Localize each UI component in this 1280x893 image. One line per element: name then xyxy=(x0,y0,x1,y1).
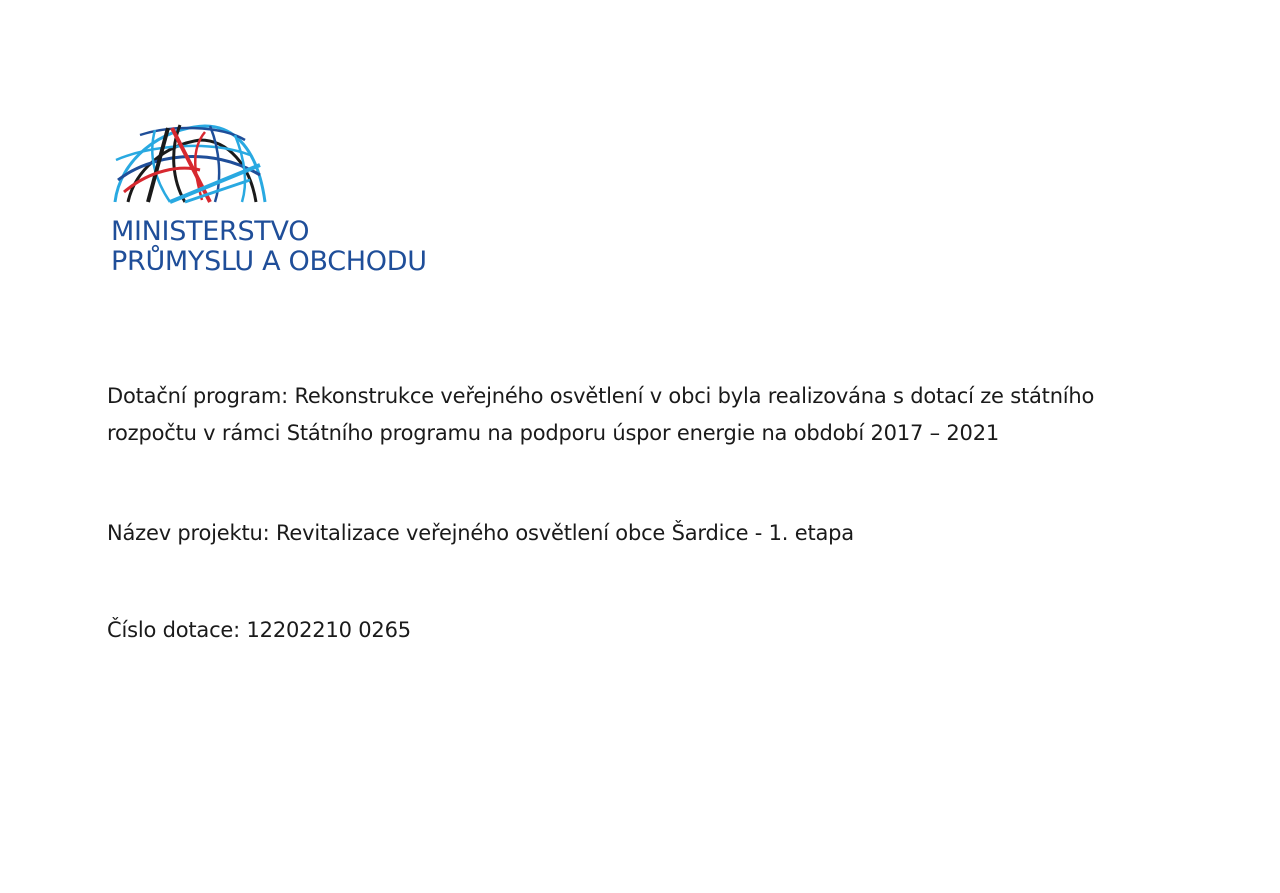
program-line-1: Dotační program: Rekonstrukce veřejného osvětlení v obci byla realizována s dotací ze státního xyxy=(107,384,1095,408)
globe-logo-icon xyxy=(110,120,270,210)
program-line-2: rozpočtu v rámci Státního programu na podporu úspor energie na období 2017 – 2021 xyxy=(107,421,1000,445)
ministry-logo xyxy=(110,120,470,290)
logo-line-1: MINISTERSTVO xyxy=(111,216,310,247)
program-paragraph xyxy=(107,378,1094,452)
grant-number: Číslo dotace: 12202210 0265 xyxy=(107,618,411,642)
logo-wordmark xyxy=(111,217,427,277)
logo-line-2: PRŮMYSLU A OBCHODU xyxy=(111,246,427,277)
project-name: Název projektu: Revitalizace veřejného osvětlení obce Šardice - 1. etapa xyxy=(107,521,854,545)
